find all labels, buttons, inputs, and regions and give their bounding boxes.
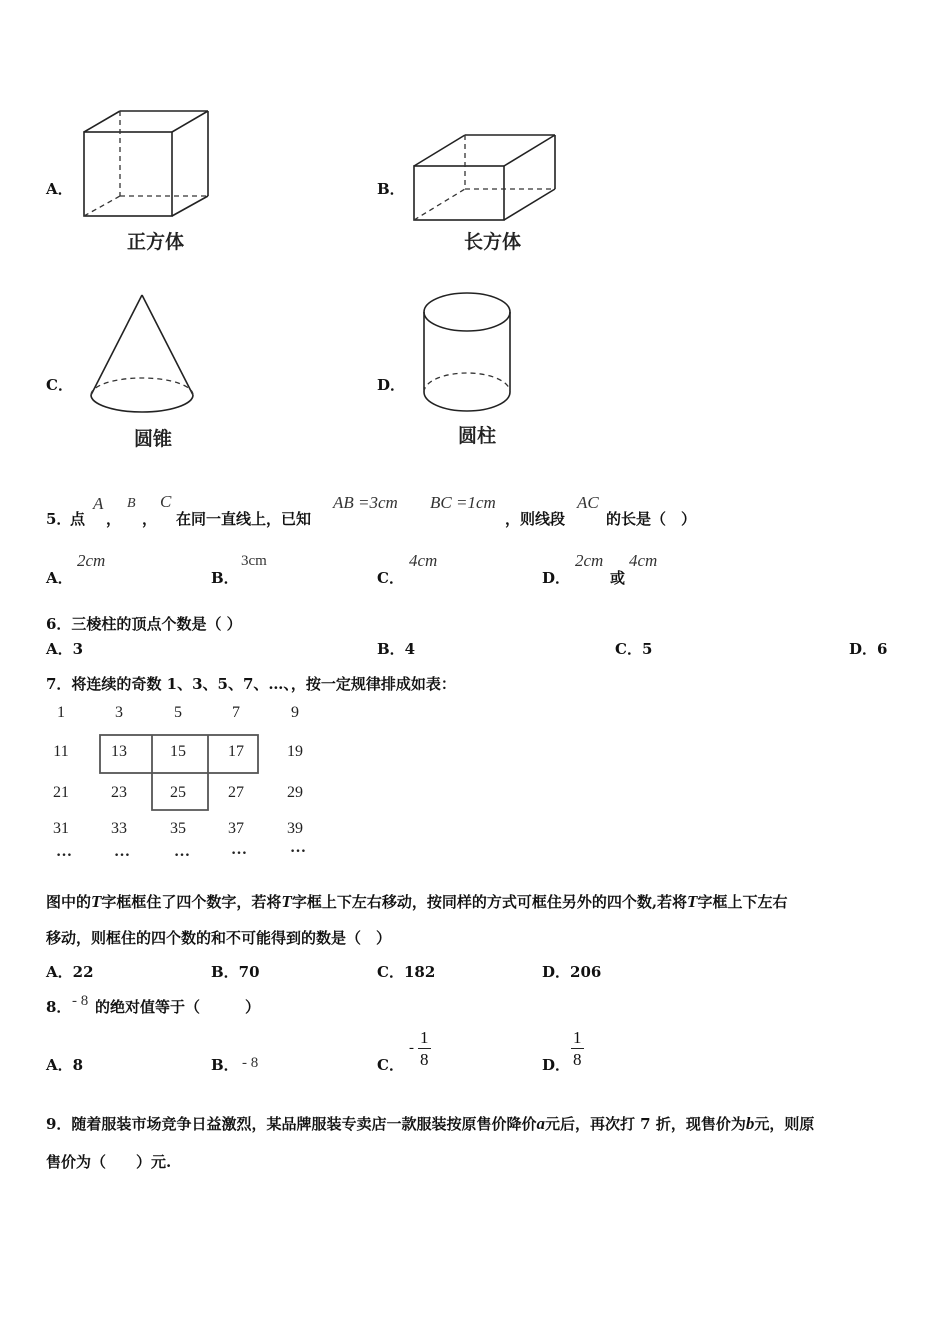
q5-option-d-value2: 4cm [629,551,658,570]
q9-line1 [46,1113,814,1134]
cube-icon [80,108,216,220]
q9-var-a: a [536,1114,545,1133]
q4-option-a-letter: A． [46,180,73,198]
q8-option-a-value: 8 [72,1056,84,1074]
q7-para-line1 [46,891,787,912]
table-cell: 9 [291,704,299,721]
q5-point-a: A [93,494,104,513]
q7-option-d: D．206 [542,963,602,981]
q8-option-c-fraction [418,1028,431,1071]
q5-ab: AB =3cm [333,493,398,512]
table-cell: … [114,843,130,860]
q5-option-d-letter: D． [542,569,571,587]
q6-stem: 6．三棱柱的顶点个数是（ ） [46,615,242,633]
q7-para-t-3: T [687,892,698,911]
table-cell: 37 [228,820,244,837]
table-cell: 27 [228,784,244,801]
q5-point-c: C [160,492,172,511]
q5-number: 5． [46,510,72,528]
q7-option-b: B．70 [211,963,260,981]
q7-option-c: C．182 [377,963,436,981]
table-cell: 31 [53,820,69,837]
q5-mid-text: 在同一直线上，已知 [176,510,312,528]
table-cell: … [290,839,306,856]
q7-para-1c: 字框上下左右移动，按同样的方式可框住另外的四个数,若将 [291,893,688,911]
q4-option-d-caption: 圆柱 [458,425,497,447]
q4-option-d-letter: D． [377,376,406,394]
fraction-denominator: 8 [420,1050,429,1069]
q8-stem: 的绝对值等于（ ） [95,998,261,1016]
q8-option-a-letter: A． [46,1056,73,1074]
table-cell: … [56,843,72,860]
q5-option-c-letter: C． [377,569,404,587]
q5-option-b-letter: B． [211,569,239,587]
q8-option-c-letter: C． [377,1056,404,1074]
q4-option-c-caption: 圆锥 [134,428,173,450]
q5-bc: BC =1cm [430,493,496,512]
table-cell: 19 [287,743,303,760]
q6-option-a: A．3 [46,640,84,658]
q4-option-a-caption: 正方体 [127,231,185,253]
q5-option-a-value: 2cm [77,551,106,570]
q5-sep-1: ， [106,510,122,528]
q8-option-c-sign: - [409,1040,414,1056]
table-cell: 39 [287,820,303,837]
cylinder-icon [420,290,514,416]
q7-stem: 7．将连续的奇数 1、3、5、7、…、，按一定规律排成如表： [46,675,456,693]
q9-line1-b: 元后，再次打 7 折，现售价为 [544,1115,746,1133]
cone-icon [86,292,198,420]
q5-option-d-value: 2cm [575,551,604,570]
q9-line1-a: 9．随着服装市场竞争日益激烈，某品牌服装专卖店一款服装按原售价降价 [46,1115,537,1133]
q5-prefix: 点 [70,510,86,528]
fraction-numerator: 1 [573,1028,582,1047]
q8-option-a [46,1054,83,1075]
q7-option-a: A．22 [46,963,94,981]
q8-number: 8． [46,998,72,1016]
t-frame-outline [98,733,262,813]
q5-option-c-value: 4cm [409,551,438,570]
q7-para-1b: 字框框住了四个数字，若将 [101,893,282,911]
q8-option-b-value: - 8 [242,1055,259,1071]
table-cell: 13 [111,743,127,760]
q7-para-t-2: T [281,892,292,911]
q5-sep-2: ， [142,510,158,528]
table-cell: 35 [170,820,186,837]
fraction-denominator: 8 [573,1050,582,1069]
table-cell: 23 [111,784,127,801]
q8-option-d-fraction [571,1028,584,1071]
table-cell: 25 [170,784,186,801]
q5-tail-2: 的长是（ ） [606,510,697,528]
q9-line2: 售价为（ ）元. [46,1153,172,1171]
fraction-numerator: 1 [420,1028,429,1047]
q7-para-line2: 移动，则框住的四个数的和不可能得到的数是（ ） [46,929,392,947]
q4-option-b-caption: 长方体 [464,231,522,253]
q5-option-d-or: 或 [610,569,626,587]
q5-option-a-letter: A． [46,569,73,587]
q6-option-b: B．4 [377,640,416,658]
table-cell: 21 [53,784,69,801]
q5-ac: AC [577,493,599,512]
table-cell: … [231,841,247,858]
q6-option-c: C．5 [615,640,653,658]
table-cell: 5 [174,704,182,721]
table-cell: 3 [115,704,123,721]
q7-para-t-1: T [91,892,102,911]
table-cell: … [174,843,190,860]
q4-option-c-letter: C． [46,376,73,394]
q4-option-b-letter: B． [377,180,405,198]
q8-option-b-letter: B． [211,1056,239,1074]
table-cell: 33 [111,820,127,837]
q5-tail-1: ，则线段 [505,510,566,528]
table-cell: 15 [170,743,186,760]
q5-point-b: B [127,496,136,511]
q5-option-b-value: 3cm [241,553,267,569]
table-cell: 29 [287,784,303,801]
q9-var-b: b [745,1114,755,1133]
table-cell: 1 [57,704,65,721]
table-cell: 7 [232,704,240,721]
q8-expression: - 8 [72,993,89,1009]
q9-line1-c: 元，则原 [754,1115,815,1133]
q8-option-d-letter: D． [542,1056,571,1074]
table-cell: 11 [53,743,69,760]
table-cell: 17 [228,743,244,760]
q6-option-d: D．6 [849,640,888,658]
cuboid-icon [410,132,560,224]
q7-para-1d: 字框上下左右 [697,893,788,911]
q7-para-1a: 图中的 [46,893,92,911]
